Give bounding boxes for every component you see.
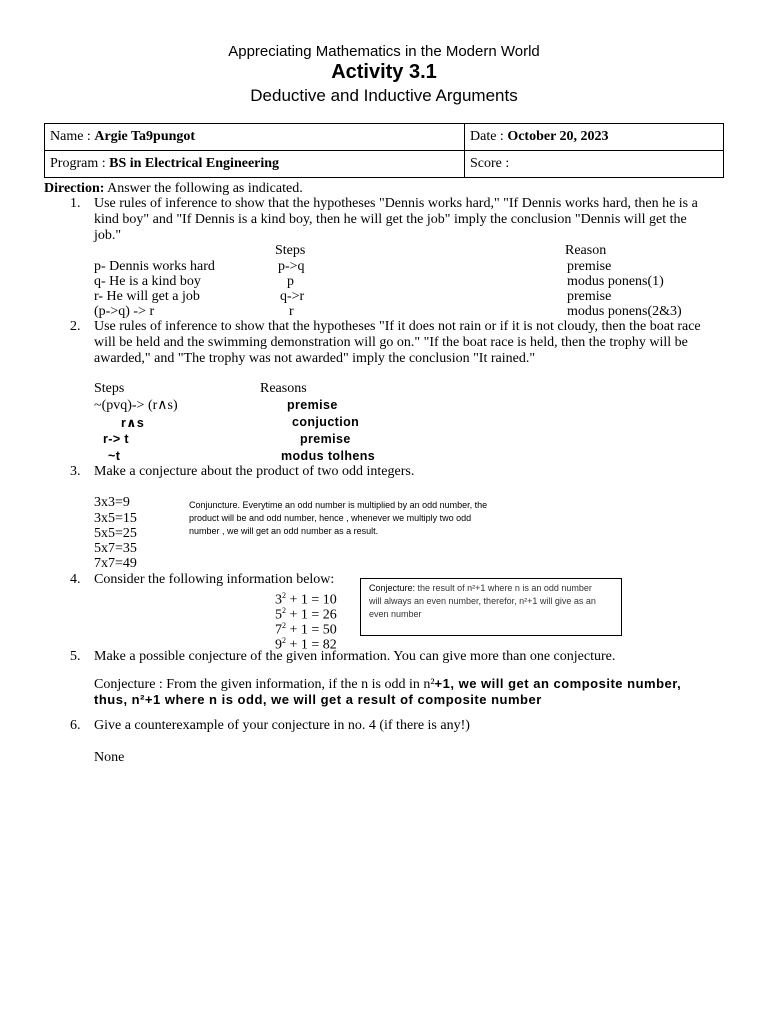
q6-text: Give a counterexample of your conjecture in no. 4 (if there is any!): [94, 718, 470, 733]
direction-label: Direction:: [44, 181, 105, 196]
activity-title: Activity 3.1: [331, 61, 437, 83]
q4-eq2-exp: 2: [282, 606, 286, 615]
q2-reasons-header: Reasons: [260, 381, 307, 396]
q2-line-2: will be held and the swimming demonstration will go on." "If the boat race is held, then the trophy will be: [94, 335, 688, 350]
q1-number: 1.: [70, 196, 81, 211]
q1-prop-1: p- Dennis works hard: [94, 259, 215, 274]
q5-answer-bold-1: +1, we will get an composite number,: [434, 676, 682, 691]
student-info-table: [44, 123, 724, 178]
q2-reason-2: conjuction: [292, 415, 360, 429]
q4-text: Consider the following information below:: [94, 572, 335, 587]
q1-reason-4: modus ponens(2&3): [567, 304, 682, 319]
q2-step-4: ~t: [108, 449, 121, 463]
q6-answer: None: [94, 750, 125, 765]
q6-number: 6.: [70, 718, 81, 733]
q1-reason-header: Reason: [565, 243, 607, 258]
q2-step-1: ~(pvq)-> (r∧s): [94, 398, 178, 413]
q3-example-1: 3x3=9: [94, 495, 130, 510]
q1-steps-header: Steps: [275, 243, 306, 258]
q1-line-3: job.": [94, 228, 122, 243]
q1-prop-4: (p->q) -> r: [94, 304, 155, 319]
q4-eq1-exp: 2: [282, 591, 286, 600]
q2-step-2: r∧s: [121, 416, 145, 430]
q1-line-1: Use rules of inference to show that the hypotheses "Dennis works hard," "If Dennis works hard, then he is a: [94, 196, 698, 211]
q3-example-5: 7x7=49: [94, 556, 137, 571]
q4-eq3-rest: + 1 = 50: [286, 622, 337, 638]
q4-eq2-rest: + 1 = 26: [286, 607, 337, 623]
direction: [44, 181, 303, 197]
q4-box-line-3: even number: [369, 609, 422, 619]
name-label: Name :: [50, 129, 91, 144]
q1-step-4: r: [289, 304, 294, 319]
q1-reason-3: premise: [567, 289, 612, 304]
q1-step-3: q->r: [280, 289, 305, 304]
q4-eq4-base: 9: [275, 637, 282, 653]
q5-answer-line-2: thus, n²+1 where n is odd, we will get a result of composite number: [94, 692, 542, 707]
q4-box-label: Conjecture:: [369, 583, 416, 593]
activity-subtitle: Deductive and Inductive Arguments: [250, 86, 518, 105]
q1-prop-3: r- He will get a job: [94, 289, 200, 304]
direction-text: Answer the following as indicated.: [107, 181, 303, 196]
program-value: BS in Electrical Engineering: [109, 156, 280, 171]
q4-box-text-1: the result of n²+1 where n is an odd number: [417, 583, 592, 593]
q3-text: Make a conjecture about the product of two odd integers.: [94, 464, 415, 479]
q2-steps-header: Steps: [94, 381, 125, 396]
q5-number: 5.: [70, 649, 81, 664]
q5-answer-line-1: [94, 676, 681, 693]
q1-prop-2: q- He is a kind boy: [94, 274, 201, 289]
q4-box-line-1: [369, 582, 613, 595]
date-cell: [465, 124, 724, 151]
name-value: Argie Ta9pungot: [94, 129, 196, 144]
q4-eq2-base: 5: [275, 607, 282, 623]
q2-line-3: awarded," and "The trophy was not awarded" imply the conclusion "It rained.": [94, 351, 536, 366]
q2-line-1: Use rules of inference to show that the hypotheses "If it does not rain or if it is not cloudy, then the boat race: [94, 319, 701, 334]
q4-eq3-exp: 2: [282, 621, 286, 630]
date-label: Date :: [470, 129, 504, 144]
q4-eq1-base: 3: [275, 592, 282, 608]
q4-eq1-rest: + 1 = 10: [286, 592, 337, 608]
q3-example-4: 5x7=35: [94, 541, 137, 556]
q5-answer-plain: Conjecture : From the given information, if the n is odd in n²: [94, 677, 435, 692]
q1-step-1: p->q: [278, 259, 305, 274]
q2-reason-4: modus tolhens: [281, 449, 376, 463]
q2-number: 2.: [70, 319, 81, 334]
q1-step-2: p: [287, 274, 294, 289]
q5-text: Make a possible conjecture of the given information. You can give more than one conjecture.: [94, 649, 616, 664]
q4-number: 4.: [70, 572, 81, 587]
course-title: Appreciating Mathematics in the Modern World: [228, 43, 540, 60]
program-cell: [45, 151, 465, 178]
q4-eq3-base: 7: [275, 622, 282, 638]
q2-step-3: r-> t: [103, 432, 129, 446]
q3-note-line-2: product will be and odd number, hence , whenever we multiply two odd: [189, 513, 472, 523]
q1-line-2: kind boy" and "If Dennis is a kind boy, then he will get the job" imply the conclusion "Dennis will get the: [94, 212, 687, 227]
q3-number: 3.: [70, 464, 81, 479]
q3-example-2: 3x5=15: [94, 511, 137, 526]
q4-eq4-rest: + 1 = 82: [286, 637, 337, 653]
date-value: October 20, 2023: [507, 129, 609, 144]
q4-box-line-2: will always an even number, therefor, n²+1 will give as an: [369, 596, 596, 606]
q1-reason-2: modus ponens(1): [567, 274, 664, 289]
q3-note-line-1: Conjuncture. Everytime an odd number is multiplied by an odd number, the: [189, 500, 488, 510]
score-label: Score :: [470, 156, 510, 171]
score-cell: [465, 151, 724, 178]
q2-reason-3: premise: [300, 432, 351, 446]
q4-conjecture-box: [360, 578, 622, 636]
q1-reason-1: premise: [567, 259, 612, 274]
q2-reason-1: premise: [287, 398, 338, 412]
q3-note-line-3: number , we will get an odd number as a result.: [189, 526, 379, 536]
name-cell: [45, 124, 465, 151]
q4-eq4-exp: 2: [282, 636, 286, 645]
q3-example-3: 5x5=25: [94, 526, 137, 541]
program-label: Program :: [50, 156, 106, 171]
